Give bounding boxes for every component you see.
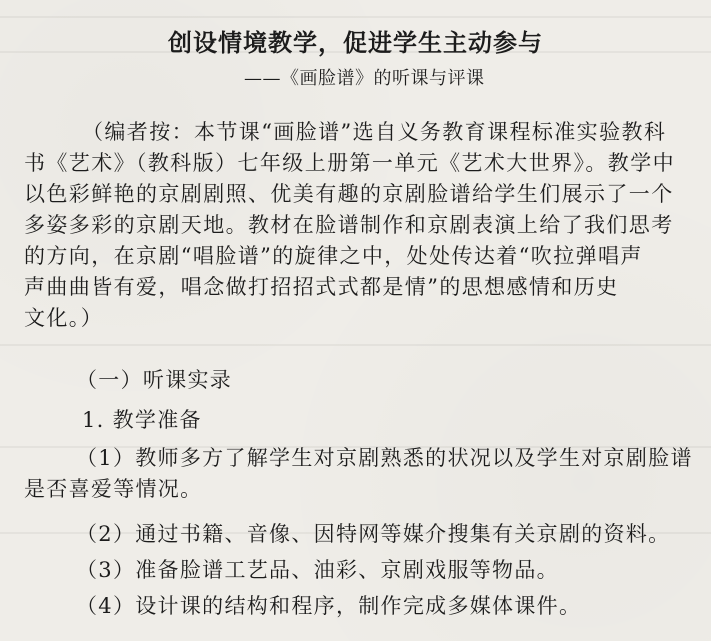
list-item: （3）准备脸谱工艺品、油彩、京剧戏服等物品。: [76, 558, 559, 582]
editor-note-line-1: （编者按：本节课“画脸谱”选自义务教育课程标准实验教科: [82, 120, 667, 144]
list-item: （2）通过书籍、音像、因特网等媒介搜集有关京剧的资料。: [76, 522, 671, 546]
list-item: （1）教师多方了解学生对京剧熟悉的状况以及学生对京剧脸谱: [76, 446, 693, 470]
subsection-heading: 1. 教学准备: [82, 408, 202, 432]
bleed-through-line: [0, 344, 711, 346]
editor-note-line-2: 书《艺术》（教科版）七年级上册第一单元《艺术大世界》。教学中: [24, 151, 675, 175]
editor-note-line-3: 以色彩鲜艳的京剧剧照、优美有趣的京剧脸谱给学生们展示了一个: [24, 182, 674, 206]
page-title: 创设情境教学，促进学生主动参与: [168, 28, 543, 57]
list-item: （4）设计课的结构和程序，制作完成多媒体课件。: [76, 594, 582, 618]
editor-note-line-6: 声曲曲皆有爱，唱念做打招招式式都是情”的思想感情和历史: [24, 275, 619, 299]
page-subtitle: ——《画脸谱》的听课与评课: [244, 68, 485, 89]
list-item: 是否喜爱等情况。: [24, 477, 203, 501]
editor-note-line-5: 的方向，在京剧“唱脸谱”的旋律之中，处处传达着“吹拉弹唱声: [24, 244, 643, 268]
editor-note-line-4: 多姿多彩的京剧天地。教材在脸谱制作和京剧表演上给了我们思考: [24, 213, 674, 237]
section-heading: （一）听课实录: [76, 368, 233, 392]
bleed-through-line: [0, 16, 711, 18]
editor-note-line-7: 文化。）: [24, 306, 104, 330]
